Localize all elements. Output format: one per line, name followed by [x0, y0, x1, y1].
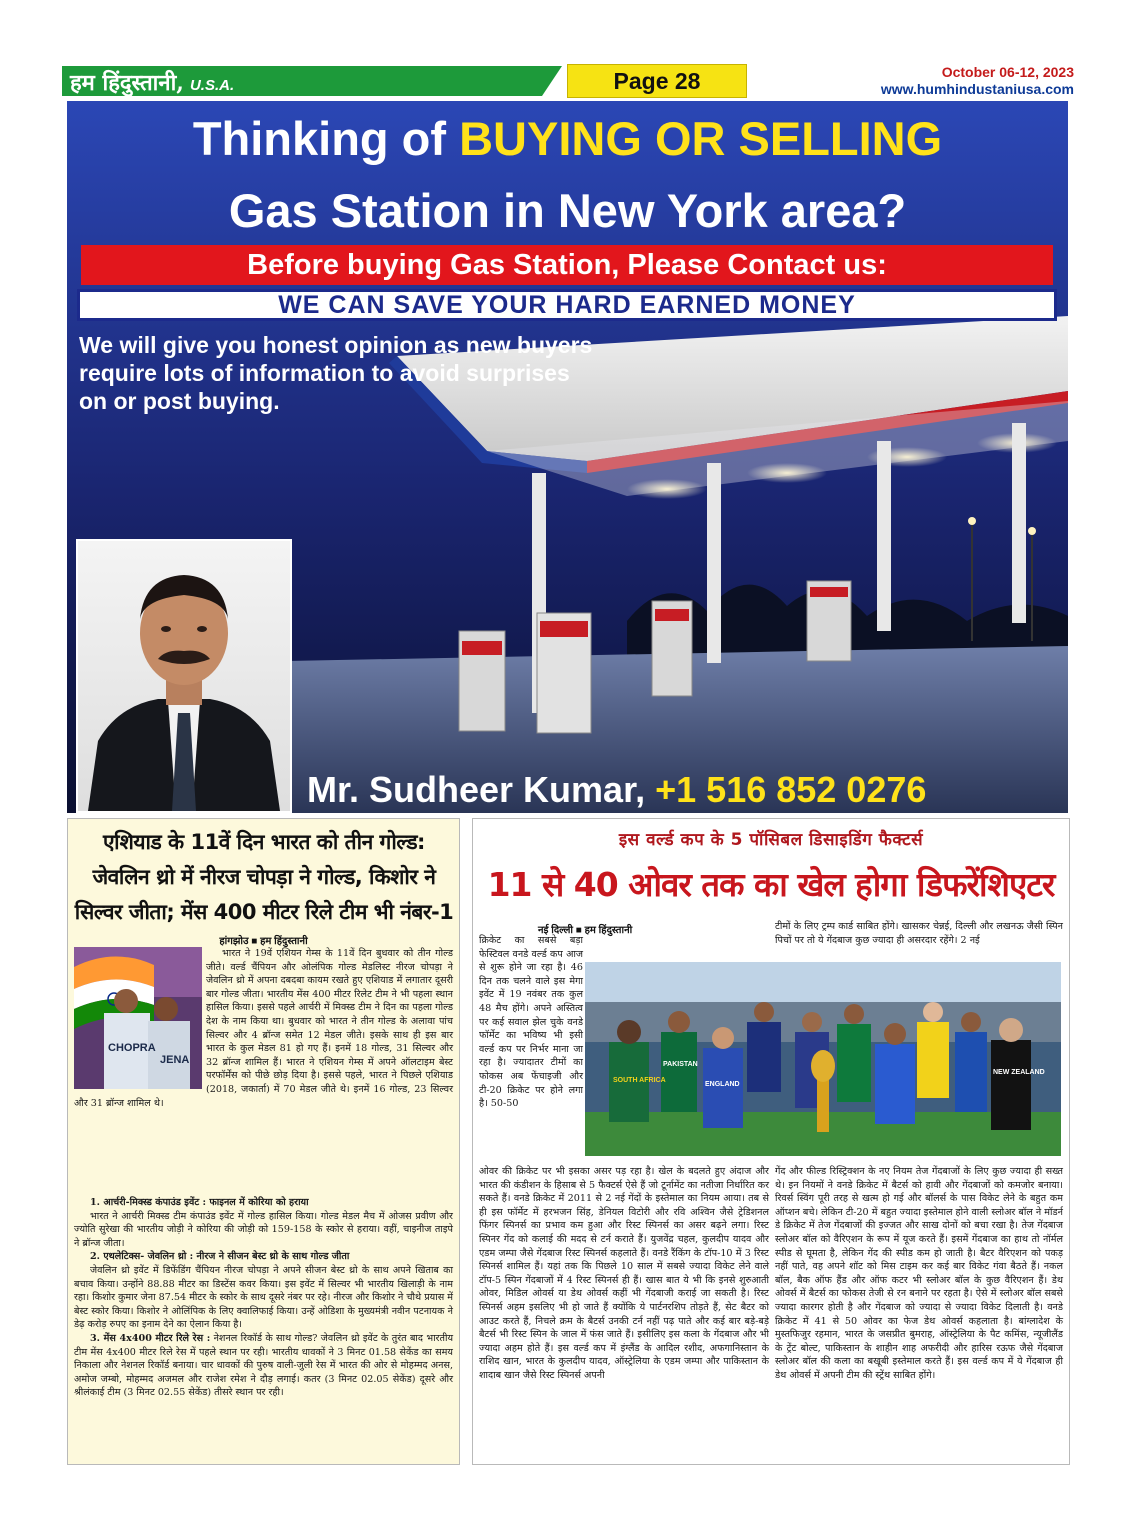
section-javelin-title: 2. एथलेटिक्स- जेवलिन थ्रो : नीरज ने सीजन बेस्ट थ्रो के साथ गोल्ड जीता [90, 1251, 350, 1263]
jersey-label-jena: JENA [160, 1054, 190, 1066]
athletes-photo-illustration [74, 947, 202, 1089]
article-headline: एशियाड के 11वें दिन भारत को तीन गोल्ड: जेवलिन थ्रो में नीरज चोपड़ा ने गोल्ड, किशोर ने सिल्वर जीता; मेंस 400 मीटर रिले टीम भी नंबर-1 [74, 830, 454, 924]
article-dateline: नई दिल्ली ■ हम हिंदुस्तानी [538, 925, 633, 936]
article-kicker: इस वर्ल्ड कप के 5 पॉसिबल डिसाइडिंग फैक्टर्स [618, 830, 924, 850]
section-archery-body: भारत ने आर्चरी मिक्स्ड टीम कंपाउंड इवेंट में गोल्ड हासिल किया। गोल्ड मेडल मैच में ओजस प्रवीण और ज्योति सुरेखा की भारतीय जोड़ी ने कोरिया की जोड़ी को 159-158 के स्कोर से हराया। वहीं, चाइनीज ताइपे ने ब्रॉन्ज जीता। [74, 1210, 453, 1249]
asian-games-article [67, 818, 460, 1465]
issue-date: October 06-12, 2023 [941, 64, 1074, 80]
person-icon [78, 541, 290, 811]
section-relay [74, 1332, 453, 1400]
jersey-label-chopra: CHOPRA [108, 1042, 156, 1054]
section-relay-title: 3. मेंस 4x400 मीटर रिले रेस : [90, 1332, 211, 1344]
jersey-label-new-zealand: NEW ZEALAND [993, 1069, 1045, 1076]
section-javelin-body: जेवलिन थ्रो इवेंट में डिफेंडिंग चैंपियन नीरज चोपड़ा ने अपने सीजन बेस्ट थ्रो के साथ अपने खिताब का बचाव किया। उन्होंने 88.88 मीटर का डिस्टेंस कवर किया। इस इवेंट में सिल्वर भी भारतीय खिलाड़ी के नाम रहा। किशोर कुमार जेना 87.54 मीटर के स्कोर के साथ दूसरे नंबर पर रहे। नीरज और किशोर ने चौथे प्रयास में बेस्ट स्कोर किया। किशोर ने ओलिंपिक के लिए क्वालिफाई किया। उन्हें ओडिशा के मुख्यमंत्री नवीन पटनायक ने डेढ़ करोड़ रुपए का इनाम देने का ऐलान किया है। [74, 1264, 453, 1331]
page-header [62, 64, 1074, 98]
section-archery-title: 1. आर्चरी-मिक्स्ड कंपाउंड इवेंट : फाइनल में कोरिया को हराया [90, 1197, 309, 1208]
contact-phone[interactable]: +1 516 852 0276 [655, 769, 927, 810]
ad-headline-line2: Gas Station in New York area? [228, 184, 907, 237]
gas-station-ad [67, 101, 1068, 813]
masthead-text: हम हिंदुस्तानी, [70, 70, 184, 96]
lead-paragraph: भारत ने 19वें एशियन गेम्स के 11वें दिन बुधवार को तीन गोल्ड जीते। वर्ल्ड चैंपियन और ओलंपिक गोल्ड मेडलिस्ट नीरज चोपड़ा ने जेवलिन थ्रो में अपना दबदबा कायम रखते हुए एशियाड में लगातार दूसरी बार गोल्ड जीता। भारतीय मेंस 400 मीटर रिलेट टीम ने भी पहला स्थान हासिल किया। इससे पहले आर्चरी में मिक्स्ड टीम ने दिन का पहला गोल्ड देश के नाम किया था। बुधवार को भारत ने तीन गोल्ड के अलावा पांच सिल्वर और 4 ब्रॉन्ज समेत 12 मेडल जीते। इसके साथ ही इस बार भारत के कुल मेडल 81 हो गए हैं। इनमें 18 गोल्ड, 31 सिल्वर और 32 ब्रॉन्ज शामिल हैं। भारत ने एशियन गेम्स में अपने ऑलटाइम बेस्ट परफॉर्मेंस को पीछे छोड़ दिया है। इससे पहले, भारत ने पिछले एशियाड (2018, जकार्ता) में 70 मेडल जीते थे। इनमें 16 गोल्ड, 23 सिल्वर और 31 ब्रॉन्ज शामिल थे। [74, 948, 453, 1109]
contact-name: Mr. Sudheer Kumar, [307, 769, 646, 810]
masthead-suffix: U.S.A. [189, 77, 235, 94]
contact-line [307, 769, 926, 811]
section-relay-body: नेशनल रिकॉर्ड के साथ गोल्ड? जेवलिन थ्रो इवेंट के तुरंत बाद भारतीय टीम मेंस 4x400 मीटर रिले रेस में पहले स्थान पर रही। भारतीय धावकों ने 3 मिनट 01.58 सेकेंड का समय निकाला और नेशनल रिकॉर्ड बनाया। चार धावकों की पुरुष वाली-जुली रेस में भारत की ओर से मोहम्मद अनस, अमोज जम्बो, मोहम्मद अजमल और राजेश रमेश ने दौड़ लगाई। कतर (3 मिनट 02.05 सेकेंड) दूसरे और श्रीलंकाई टीम (3 मिनट 02.55 सेकेंड) तीसरे स्थान पर रही। [74, 1332, 454, 1399]
jersey-label-england: ENGLAND [705, 1081, 740, 1088]
section-javelin [74, 1250, 453, 1264]
masthead-title [70, 67, 234, 97]
section-archery [74, 1196, 453, 1210]
article-lead [74, 947, 453, 1110]
world-cup-article [472, 818, 1070, 1465]
contact-portrait [76, 539, 292, 813]
col2-bottom-text: गेंद और फील्ड रिस्ट्रिक्शन के नए नियम तेज गेंदबाजों के लिए कुछ ज्यादा ही सख्त थे। इन नियमों ने वनडे क्रिकेट में बैटर्स को हावी और गेंदबाजों को कमजोर बनाया। रिवर्स स्विंग पूरी तरह से खत्म हो गई और बॉलर्स के पास विकेट लेने के बहुत कम ऑप्शन बचे। लेकिन टी-20 में बहुत ज्यादा इस्तेमाल होने वाली स्लोअर बॉल ने मॉडर्न डे क्रिकेट में तेज गेंदबाजों की इज्जत और साख दोनों को बचा रखा है। तेज गेंदबाज स्लोअर बॉल को वैरिएशन के रूप में यूज करते हैं। इसमें गेंदबाज का हाथ तो नॉर्मल स्पीड से घूमता है, लेकिन गेंद की स्पीड कम हो जाती है। बैटर वैरिएशन को पकड़ नहीं पाते, वह अपने शॉट को मिस टाइम कर कई बार विकेट गंवा बैठते हैं। नकल बॉल, बैक ऑफ हैंड और ऑफ कटर भी स्लोअर बॉल के कुछ वैरिएशन हैं। डेथ ओवर्स में बैटर्स का फोकस तेजी से रन बनाने पर रहता है। ऐसे में स्लोअर बॉल सबसे ज्यादा कारगर होती है और गेंदबाज को ज्यादा से ज्यादा विकेट दिलाती है। वनडे क्रिकेट में 41 से 50 ओवर का फेज डेथ ओवर्स कहलाता है। बांग्लादेश के मुस्तफिजुर रहमान, भारत के जसप्रीत बुमराह, ऑस्ट्रेलिया के पैट कमिंस, न्यूजीलैंड के ट्रेंट बोल्ट, पाकिस्तान के शाहीन शाह अफरीदी और हारिस रऊफ जैसे गेंदबाज स्लोअर बॉल की कला का बखूबी इस्तेमाल करते हैं। इस वर्ल्ड कप में ये गेंदबाज ही डेथ ओवर्स में अपनी टीम की स्ट्रेंथ साबित होंगे। [775, 1166, 1063, 1381]
athletes-photo [74, 947, 206, 1089]
savings-banner: WE CAN SAVE YOUR HARD EARNED MONEY [77, 289, 1057, 321]
page-number: Page 28 [567, 64, 747, 98]
article-headline: 11 से 40 ओवर तक का खेल होगा डिफरेंशिएटर [487, 865, 1055, 904]
headline-highlight: BUYING OR SELLING [459, 112, 943, 165]
jersey-label-pakistan: PAKISTAN [663, 1061, 698, 1068]
captains-photo [585, 962, 1061, 1156]
col1-bottom-text: ओवर की क्रिकेट पर भी इसका असर पड़ रहा है। खेल के बदलते हुए अंदाज और भारत की कंडीशन के हिसाब से 5 फैक्टर्स ऐसे हैं जो टूर्नामेंट का नतीजा निर्धारित कर सकते हैं। वनडे क्रिकेट में 2011 से 2 नई गेंदों के इस्तेमाल का नियम आया। तब से ही इस फॉर्मेट में हरभजन सिंह, डेनियल विटोरी और रवि अश्विन जैसे ट्रेडिशनल फिंगर स्पिनर्स का प्रभाव कम हुआ और रिस्ट स्पिनर्स का असर बढ़ने लगा। रिस्ट स्पिनर गेंद को कलाई की मदद से टर्न कराते हैं। युजवेंद्र चहल, कुलदीप यादव और एडम जम्पा जैसे गेंदबाज रिस्ट स्पिनर्स कहलाते हैं। वनडे रैंकिंग के टॉप-10 में 3 रिस्ट स्पिनर्स शामिल हैं। यहां तक कि पिछले 10 साल में सबसे ज्यादा विकेट लेने वाले टॉप-5 स्पिन गेंदबाजों में 4 रिस्ट स्पिनर्स ही हैं। खास बात ये भी कि इनसे शुरुआती ओवर, मिडिल ओवर्स या डेथ ओवर्स कहीं भी गेंदबाजी कराई जा सकती है। रिस्ट स्पिनर्स अहम इसलिए भी हो जाते हैं क्योंकि ये पार्टनरशिप तोड़ते हैं, सेट बैटर को आउट करते हैं, निचले क्रम के बैटर्स उनकी टर्न नहीं पढ़ पाते और कई बार बड़े-बड़े बैटर्स भी रिस्ट स्पिन के जाल में फंस जाते हैं। इसीलिए इस कला के गेंदबाज और भी ज्यादा अहम होते हैं। इस वर्ल्ड कप में इंग्लैंड के आदिल रशीद, अफगानिस्तान के राशिद खान, भारत के कुलदीप यादव, ऑस्ट्रेलिया के एडम जम्पा और पाकिस्तान के शादाब खान जैसे रिस्ट स्पिनर्स अपनी [479, 1166, 769, 1381]
jersey-label-south-africa: SOUTH AFRICA [613, 1077, 666, 1084]
contact-banner: Before buying Gas Station, Please Contact us: [81, 245, 1053, 285]
website-link[interactable]: www.humhindustaniusa.com [880, 81, 1074, 97]
col1-top-paragraph: क्रिकेट का सबसे बड़ा फेस्टिवल वनडे वर्ल्ड कप आज से शुरू होने जा रहा है। 46 दिन तक चलने वाले इस मेगा इवेंट में 19 नवंबर तक कुल 48 मैच होंगे। अपने अस्तित्व पर कई सवाल झेल चुके वनडे फॉर्मेट का भविष्य भी इसी वर्ल्ड कप पर निर्भर माना जा रहा है। ज्यादातर टीमों का फोकस अब फेंचाइजी और टी-20 क्रिकेट पर होने लगा है। 50-50 [479, 935, 583, 1110]
article-dateline: हांगझोउ ■ हम हिंदुस्तानी [219, 936, 308, 947]
col2-top-text: टीमों के लिए ट्रम्प कार्ड साबित होंगे। खासकर चेन्नई, दिल्ली और लखनऊ जैसी स्पिन पिचों पर तो ये गेंदबाज कुछ ज्यादा ही असरदार रहेंगे। 2 नई [775, 921, 1063, 946]
ad-headline [67, 111, 1068, 166]
ad-opinion-text: We will give you honest opinion as new buyers require lots of information to avoid surprises on or post buying. [79, 332, 593, 414]
headline-prefix: Thinking of [192, 112, 460, 165]
article-sections [74, 1196, 453, 1400]
